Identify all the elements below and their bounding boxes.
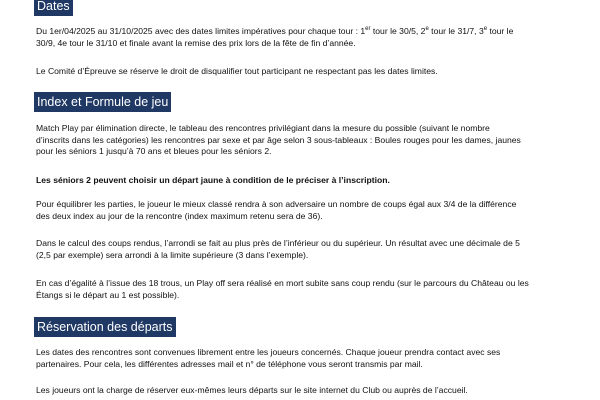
match-play-paragraph: Match Play par élimination directe, le tableau des rencontres privilégiant dans la mesure du possible (suivant le nombre d’inscrits dans les catégories) les rencontres par sexe et par âge selon 3 sous-tableaux : Boules rouges pour les dames, jaunes pour les séniors 1 jusqu’à 70 ans et bleues pour les séniors 2. <box>36 123 521 156</box>
disqualification-paragraph: Le Comité d’Épreuve se réserve le droit de disqualifier tout participant ne respectant pas les dates limites. <box>36 66 438 76</box>
dates-paragraph-line-1: Du 1er/04/2025 au 31/10/2025 avec des dates limites impératives pour chaque tour : 1er tour le 30/5, 2e tour le 31/7, 3e tour le <box>36 26 514 36</box>
handicap-paragraph: Pour équilibrer les parties, le joueur le mieux classé rendra à son adversaire un nombre de coups égal aux 3/4 de la différence des deux index au jour de la rencontre (index maximum retenu sera de 36). <box>36 199 517 221</box>
rounding-paragraph: Dans le calcul des coups rendus, l’arrondi se fait au plus près de l’inférieur ou du supérieur. Un résultat avec une décimale de 5 (2,5 par exemple) sera arrondi à la limite supérieure (3 dans l’exemple). <box>36 238 520 260</box>
play-off-paragraph: En cas d’égalité à l’issue des 18 trous, un Play off sera réalisé en mort subite sans coup rendu (sur le parcours du Château ou les Étangs si le départ au 1 est possible). <box>36 278 529 300</box>
section-heading-index: Index et Formule de jeu <box>34 92 171 112</box>
booking-paragraph: Les joueurs ont la charge de réserver eux-mêmes leurs départs sur le site internet du Club ou auprès de l’accueil. <box>36 385 468 395</box>
dates-paragraph-line-2: 30/9, 4e tour le 31/10 et finale avant la remise des prix lors de la fête de fin d’année. <box>36 37 356 48</box>
section-heading-reservation: Réservation des départs <box>34 317 176 337</box>
section-heading-dates: Dates <box>34 0 73 16</box>
dates-paragraph <box>36 26 561 49</box>
contact-paragraph: Les dates des rencontres sont convenues librement entre les joueurs concernés. Chaque joueur prendra contact avec ses partenaires. Pour cela, les différentes adresses mail et n° de téléphone vous seront transmis par mail. <box>36 347 501 369</box>
seniors-2-paragraph: Les séniors 2 peuvent choisir un départ jaune à condition de le préciser à l’inscription. <box>36 175 390 185</box>
